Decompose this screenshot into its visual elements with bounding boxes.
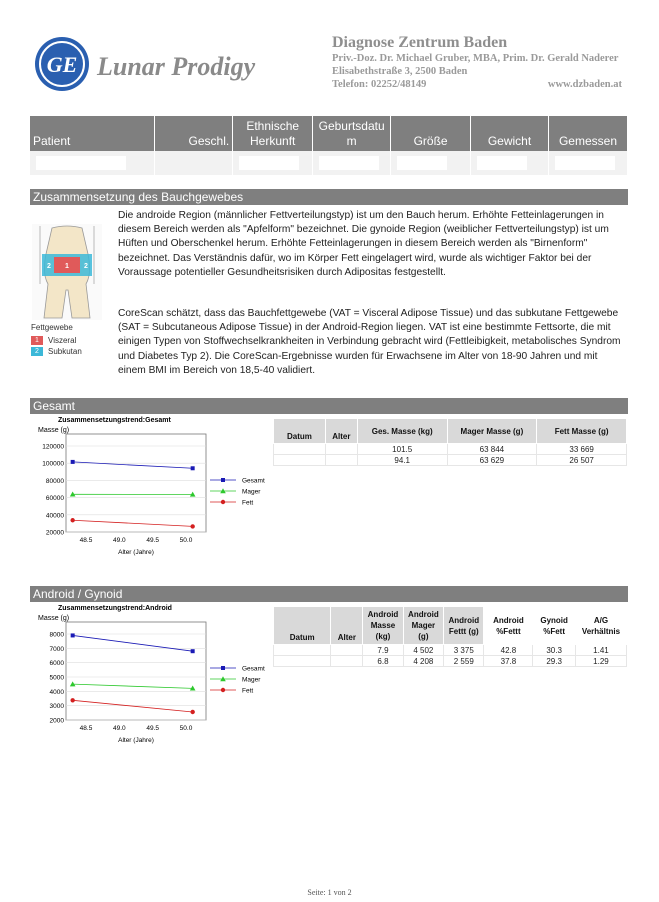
cell: [274, 444, 326, 455]
legend-label-fett: Fett: [242, 687, 254, 695]
col-measured: Gemessen: [548, 116, 627, 151]
cell: 94.1: [357, 455, 447, 466]
th-total-lean: Mager Masse (g): [447, 419, 537, 444]
y-tick-label: 60000: [45, 495, 64, 503]
legend-label-gesamt: Gesamt: [242, 477, 265, 485]
legend-label-fett: Fett: [242, 499, 254, 507]
cell: 63 844: [447, 444, 537, 455]
chart-xlabel: Alter (Jahre): [118, 737, 154, 744]
cell: 1.29: [575, 656, 626, 667]
paragraph-corescan: CoreScan schätzt, dass das Bauchfettgewebe (VAT = Visceral Adipose Tissue) und das subkutane Fettgewebe (SAT = Subcutaneous Adipose Tissue) in der Android-Region liegen. VAT ist eine bestimmte Fettsorte, die mit einigen Typen von Stoffwechselkrankheiten in Verbindung gebracht wird (Fettleibigkeit, metabolisches Syndrom und Diabetes Typ 2). Die CoreScan-Ergebnisse wurden für Erwachsene im Alter von 18-90 Jahren und mit einem BMI im Bereich von 18,5-40 validiert.: [118, 308, 621, 376]
y-tick-label: 6000: [49, 660, 64, 668]
x-tick-label: 49.0: [113, 725, 126, 732]
x-tick-label: 49.0: [113, 537, 126, 544]
svg-text:2: 2: [84, 263, 88, 270]
section-title-total: Gesamt: [30, 398, 628, 414]
cell: 37.8: [484, 656, 533, 667]
data-point-fett: [190, 524, 194, 528]
brand-name: Lunar Prodigy: [97, 52, 256, 81]
chart-title: Zusammensetzungstrend:Android: [58, 605, 172, 612]
cell: 2 559: [444, 656, 484, 667]
th-total-mass: Ges. Masse (kg): [357, 419, 447, 444]
y-tick-label: 20000: [45, 529, 64, 537]
chart-title: Zusammensetzungstrend:Gesamt: [58, 417, 171, 424]
col-patient: Patient: [30, 116, 155, 151]
col-sex: Geschl.: [155, 116, 233, 151]
y-tick-label: 2000: [49, 717, 64, 725]
legend-subcutaneous-label: Subkutan: [48, 347, 82, 356]
data-point-gesamt: [71, 633, 75, 637]
table-android-gynoid: [273, 606, 627, 667]
col-birthdate: Geburtsdatum: [313, 116, 391, 151]
clinic-address: Elisabethstraße 3, 2500 Baden: [332, 66, 468, 77]
cell: 4 208: [403, 656, 443, 667]
th-total-age: Alter: [325, 419, 357, 444]
cell: 101.5: [357, 444, 447, 455]
legend-visceral-label: Viszeral: [48, 336, 77, 345]
body-region-figure: [32, 224, 102, 320]
table-total: [273, 418, 627, 466]
cell: 29.3: [533, 656, 576, 667]
chart-total-trend: [30, 414, 270, 566]
data-point-fett: [70, 518, 74, 522]
legend-marker: [221, 666, 225, 670]
clinic-phone: Telefon: 02252/48149: [332, 79, 427, 90]
x-tick-label: 49.5: [146, 537, 159, 544]
th-ag-gynoid-pct: Gynoid %Fett: [533, 607, 576, 645]
cell: [274, 656, 331, 667]
cell: 42.8: [484, 645, 533, 656]
cell: 4 502: [403, 645, 443, 656]
svg-text:2: 2: [47, 263, 51, 270]
page-footer: Seite: 1 von 2: [307, 888, 352, 897]
legend-visceral-num: 1: [31, 336, 43, 345]
legend-marker: [221, 500, 225, 504]
table-row: [274, 455, 627, 466]
col-weight: Gewicht: [471, 116, 549, 151]
cell: [325, 455, 357, 466]
cell: 33 669: [537, 444, 627, 455]
legend-visceral: [31, 336, 76, 345]
data-point-gesamt: [191, 466, 195, 470]
clinic-name: Diagnose Zentrum Baden: [332, 34, 508, 51]
ge-logo: [34, 36, 90, 92]
th-total-fat: Fett Masse (g): [537, 419, 627, 444]
th-ag-age: Alter: [331, 607, 363, 645]
logo-text: GE: [46, 52, 78, 77]
cell: 7.9: [363, 645, 403, 656]
legend-marker: [221, 478, 225, 482]
col-height: Größe: [391, 116, 471, 151]
x-tick-label: 50.0: [179, 725, 193, 732]
legend-title: Fettgewebe: [31, 323, 73, 332]
th-ag-fat: Android Fettt (g): [444, 607, 484, 645]
data-point-fett: [70, 698, 74, 702]
table-row: [274, 645, 627, 656]
cell: 30.3: [533, 645, 576, 656]
x-tick-label: 50.0: [179, 537, 193, 544]
th-ag-android-pct: Android %Fettt: [484, 607, 533, 645]
y-tick-label: 40000: [45, 512, 64, 520]
th-total-date: Datum: [274, 419, 326, 444]
cell: 26 507: [537, 455, 627, 466]
cell: 63 629: [447, 455, 537, 466]
cell: [331, 656, 363, 667]
clinic-info: [332, 34, 622, 91]
y-tick-label: 3000: [49, 703, 64, 711]
data-point-fett: [190, 710, 194, 714]
col-ethnicity: Ethnische Herkunft: [233, 116, 313, 151]
legend-label-gesamt: Gesamt: [242, 665, 265, 673]
y-tick-label: 80000: [45, 477, 64, 485]
chart-xlabel: Alter (Jahre): [118, 549, 154, 556]
clinic-doctors: Priv.-Doz. Dr. Michael Gruber, MBA, Prim. Dr. Gerald Naderer: [332, 53, 619, 64]
legend-subcutaneous-num: 2: [31, 347, 43, 356]
legend-subcutaneous: [31, 347, 82, 356]
chart-android-trend: [30, 602, 270, 754]
th-ag-lean: Android Mager (g): [403, 607, 443, 645]
cell: [274, 455, 326, 466]
cell: 1.41: [575, 645, 626, 656]
y-tick-label: 4000: [49, 688, 64, 696]
paragraph-regions: Die androide Region (männlicher Fettverteilungstyp) ist um den Bauch herum. Erhöhte Fetteinlagerungen in diesem Bereich werden als "Apfelform" bezeichnet. Die gynoide Region (weiblicher Fettverteilungstyp) ist um Hüften und Oberschenkel herum. Erhöhte Fetteinlagerungen in diesem Bereich werden als "Birnenform" bezeichnet. Das Verständnis dafür, wo im Körper Fett eingelagert wird, wurde als wichtiger Faktor bei der Voraussage potentieller Gesundheitsrisiken durch Adipositas festgestellt.: [118, 210, 609, 278]
y-tick-label: 8000: [49, 631, 64, 639]
cell: 3 375: [444, 645, 484, 656]
legend-label-mager: Mager: [242, 676, 261, 684]
chart-ylabel: Masse (g): [38, 615, 70, 622]
cell: [274, 645, 331, 656]
x-tick-label: 48.5: [79, 725, 93, 732]
cell: 6.8: [363, 656, 403, 667]
legend-label-mager: Mager: [242, 488, 261, 496]
svg-text:1: 1: [65, 263, 69, 270]
data-point-gesamt: [71, 460, 75, 464]
x-tick-label: 49.5: [146, 725, 159, 732]
y-tick-label: 7000: [49, 645, 64, 653]
clinic-web: www.dzbaden.at: [547, 79, 622, 90]
table-row: [274, 656, 627, 667]
section-title-android-gynoid: Android / Gynoid: [30, 586, 628, 602]
patient-row: [30, 151, 628, 175]
y-tick-label: 120000: [42, 443, 64, 451]
th-ag-ratio: A/G Verhältnis: [575, 607, 626, 645]
section-title-composition: Zusammensetzung des Bauchgewebes: [30, 189, 628, 205]
cell: [331, 645, 363, 656]
y-tick-label: 100000: [42, 460, 64, 468]
x-tick-label: 48.5: [79, 537, 93, 544]
plot-area: [66, 434, 206, 532]
cell: [325, 444, 357, 455]
patient-table: [30, 116, 628, 175]
y-tick-label: 5000: [49, 674, 64, 682]
chart-ylabel: Masse (g): [38, 427, 70, 434]
th-ag-date: Datum: [274, 607, 331, 645]
data-point-gesamt: [191, 649, 195, 653]
plot-area: [66, 622, 206, 720]
table-row: [274, 444, 627, 455]
legend-marker: [221, 688, 225, 692]
th-ag-mass: Android Masse (kg): [363, 607, 403, 645]
